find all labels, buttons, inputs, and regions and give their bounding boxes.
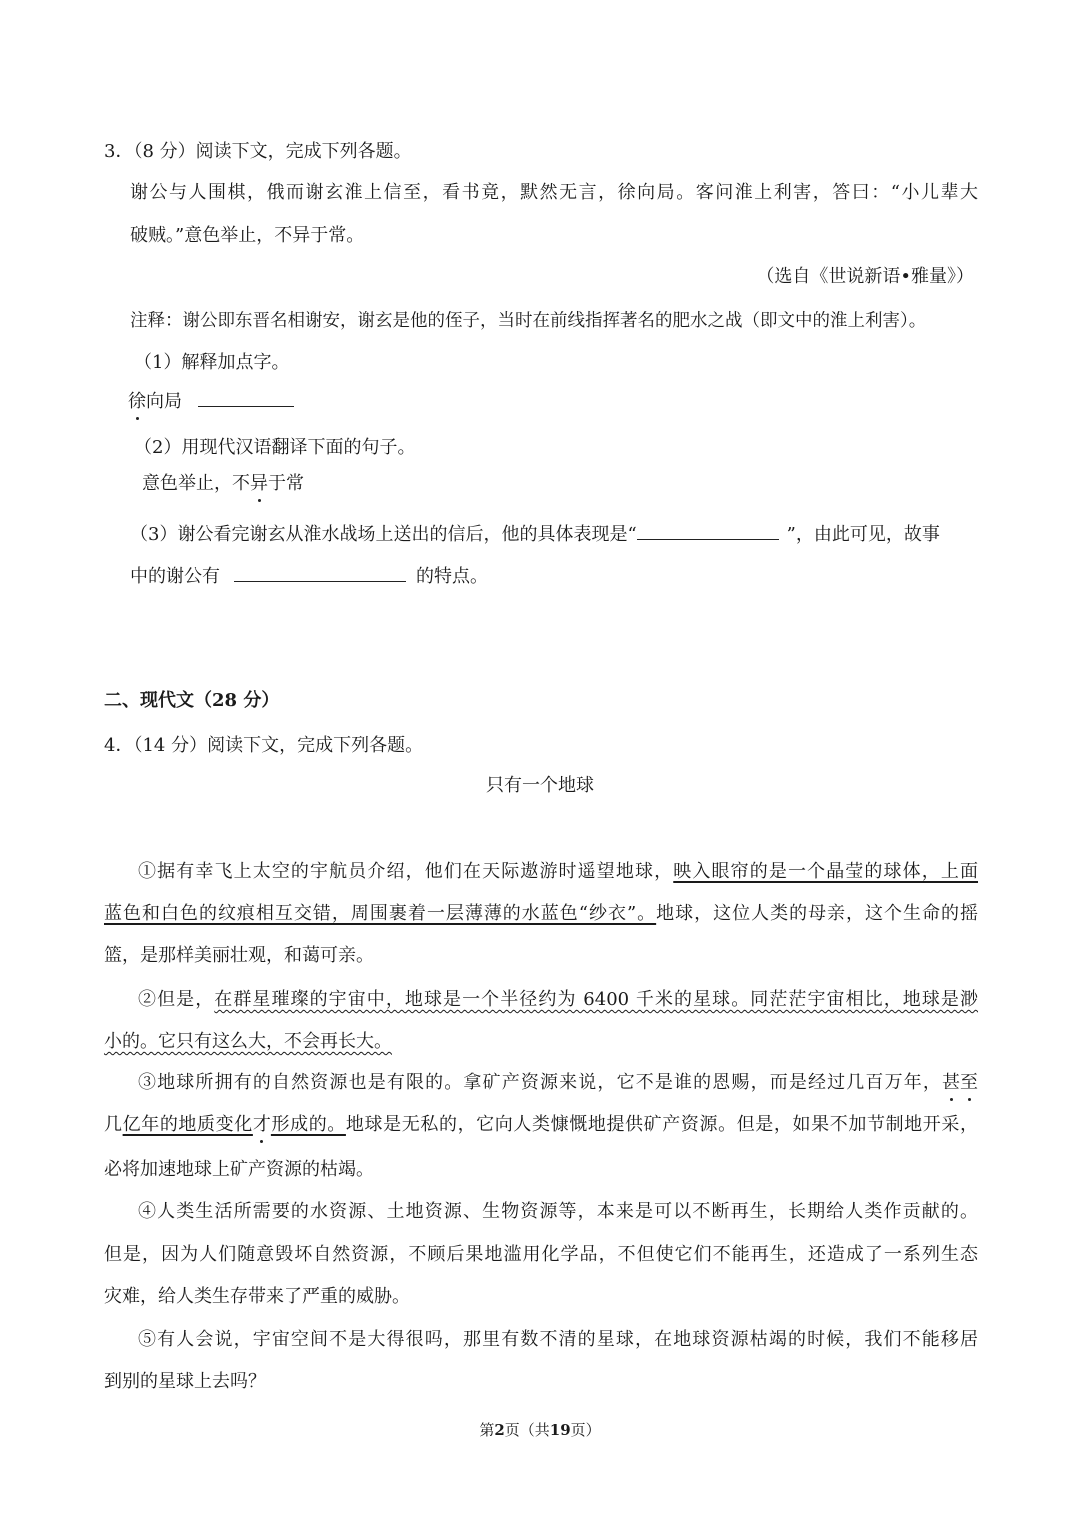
answer-blank-3[interactable] <box>234 563 406 582</box>
q4-p2-line1 <box>138 988 978 1012</box>
q4-p2-line2 <box>104 1030 392 1054</box>
q4-p2-text: ②但是， <box>138 989 215 1010</box>
q3-sub1-item <box>128 388 294 414</box>
q3-sub2-sentence <box>142 472 304 496</box>
q4-p3-underlined-2: 形成的。 <box>270 1114 346 1135</box>
q4-p3-text-b: 地球是无私的，它向人类慷慨地提供矿产资源。但是，如果不加节制地开采， <box>345 1114 979 1135</box>
q4-p2-wavy: 在群星璀璨的宇宙中，地球是一个半径约为 6400 千米的星球。同茫茫宇宙相比，地球是渺 <box>214 989 979 1010</box>
footer-text-a: 第 <box>479 1421 495 1439</box>
q3-sub3-text-d: 的特点。 <box>416 566 488 587</box>
q4-p3-text-a: 几 <box>104 1114 123 1135</box>
footer-text-b: 页（共 <box>504 1421 550 1439</box>
section2-title-num: 28 <box>212 690 238 711</box>
q3-sub3-line1 <box>130 521 940 547</box>
q4-p3-underlined: 亿年的地质变化 <box>122 1114 253 1135</box>
q3-sub1-item-text: 向局 <box>146 391 182 412</box>
q3-sub3-text-b: ”，由此可见，故事 <box>786 524 940 545</box>
footer-text-c: 页） <box>570 1421 601 1439</box>
page-total: 19 <box>549 1421 571 1439</box>
q4-p5-line2: 到别的星球上去吗？ <box>104 1371 266 1392</box>
q4-p1-underlined-2: 蓝色和白色的纹痕相互交错，周围裹着一层薄薄的水蓝色“纱衣”。 <box>104 903 657 924</box>
q4-p1-line1 <box>138 860 978 884</box>
q4-p4-line1: ④人类生活所需要的水资源、土地资源、生物资源等，本来是可以不断再生，长期给人类作贡献的。 <box>138 1201 978 1222</box>
q3-sub1: （1）解释加点字。 <box>134 352 290 373</box>
q4-p3-text: ③地球所拥有的自然资源也是有限的。拿矿产资源来说，它不是谁的恩赐，而是经过几百万年， <box>138 1072 942 1093</box>
q4-p2-wavy-2: 小的。它只有这么大，不会再长大。 <box>104 1031 392 1052</box>
q3-header: 3．（8 分）阅读下文，完成下列各题。 <box>104 141 412 162</box>
q3-sub3-text-c: 中的谢公有 <box>130 566 220 587</box>
q4-p1-underlined: 映入眼帘的是一个晶莹的球体，上面 <box>673 861 979 882</box>
q4-p1-text: ①据有幸飞上太空的宇航员介绍，他们在天际遨游时遥望地球， <box>138 861 674 882</box>
q4-p3-line1 <box>138 1071 978 1095</box>
q3-sub2-text-a: 意色举止，不 <box>142 473 250 494</box>
q4-title: 只有一个地球 <box>486 775 594 796</box>
dotted-char: 甚 <box>942 1072 960 1093</box>
q3-sub2: （2）用现代汉语翻译下面的句子。 <box>134 437 416 458</box>
q3-sub3-text-a: （3）谢公看完谢玄从淮水战场上送出的信后，他的具体表现是“ <box>130 524 637 545</box>
q4-p1-line3: 篮，是那样美丽壮观，和蔼可亲。 <box>104 945 374 966</box>
q4-p1-line2 <box>104 902 978 926</box>
q3-source: （选自《世说新语•雅量》） <box>756 266 974 287</box>
dotted-char: 徐 <box>128 391 146 412</box>
q4-p1-text-2: 地球，这位人类的母亲，这个生命的摇 <box>656 903 978 924</box>
q4-p3-line3: 必将加速地球上矿产资源的枯竭。 <box>104 1159 374 1180</box>
q4-p5-line1: ⑤有人会说，宇宙空间不是大得很吗，那里有数不清的星球，在地球资源枯竭的时候，我们不能移居 <box>138 1329 978 1350</box>
dotted-char: 异 <box>250 473 268 494</box>
q3-passage-line2: 破贼。”意色举止，不异于常。 <box>130 225 365 246</box>
page-footer <box>0 1418 1080 1442</box>
answer-blank-1[interactable] <box>198 388 294 407</box>
q4-p4-line3: 灾难，给人类生存带来了严重的威胁。 <box>104 1286 410 1307</box>
q4-p3-line2 <box>104 1113 978 1137</box>
dotted-char: 至 <box>960 1072 978 1093</box>
q3-note: 注释：谢公即东晋名相谢安，谢玄是他的侄子，当时在前线指挥著名的肥水之战（即文中的淮上利害）。 <box>130 311 927 331</box>
q4-header: 4．（14 分）阅读下文，完成下列各题。 <box>104 735 424 756</box>
section2-title <box>104 689 279 713</box>
q3-sub3-line2 <box>130 563 488 589</box>
section2-title-a: 二、现代文（ <box>104 690 212 711</box>
page-number: 2 <box>494 1421 505 1439</box>
answer-blank-2[interactable] <box>637 521 779 540</box>
dotted-char: 才 <box>252 1114 271 1135</box>
q3-sub2-text-b: 于常 <box>268 473 304 494</box>
section2-title-b: 分） <box>237 690 280 711</box>
q4-p4-line2: 但是，因为人们随意毁坏自然资源，不顾后果地滥用化学品，不但使它们不能再生，还造成了一系列生态 <box>104 1244 978 1265</box>
q3-passage-line1: 谢公与人围棋，俄而谢玄淮上信至，看书竟，默然无言，徐向局。客问淮上利害，答曰：“小儿辈大 <box>130 182 978 203</box>
